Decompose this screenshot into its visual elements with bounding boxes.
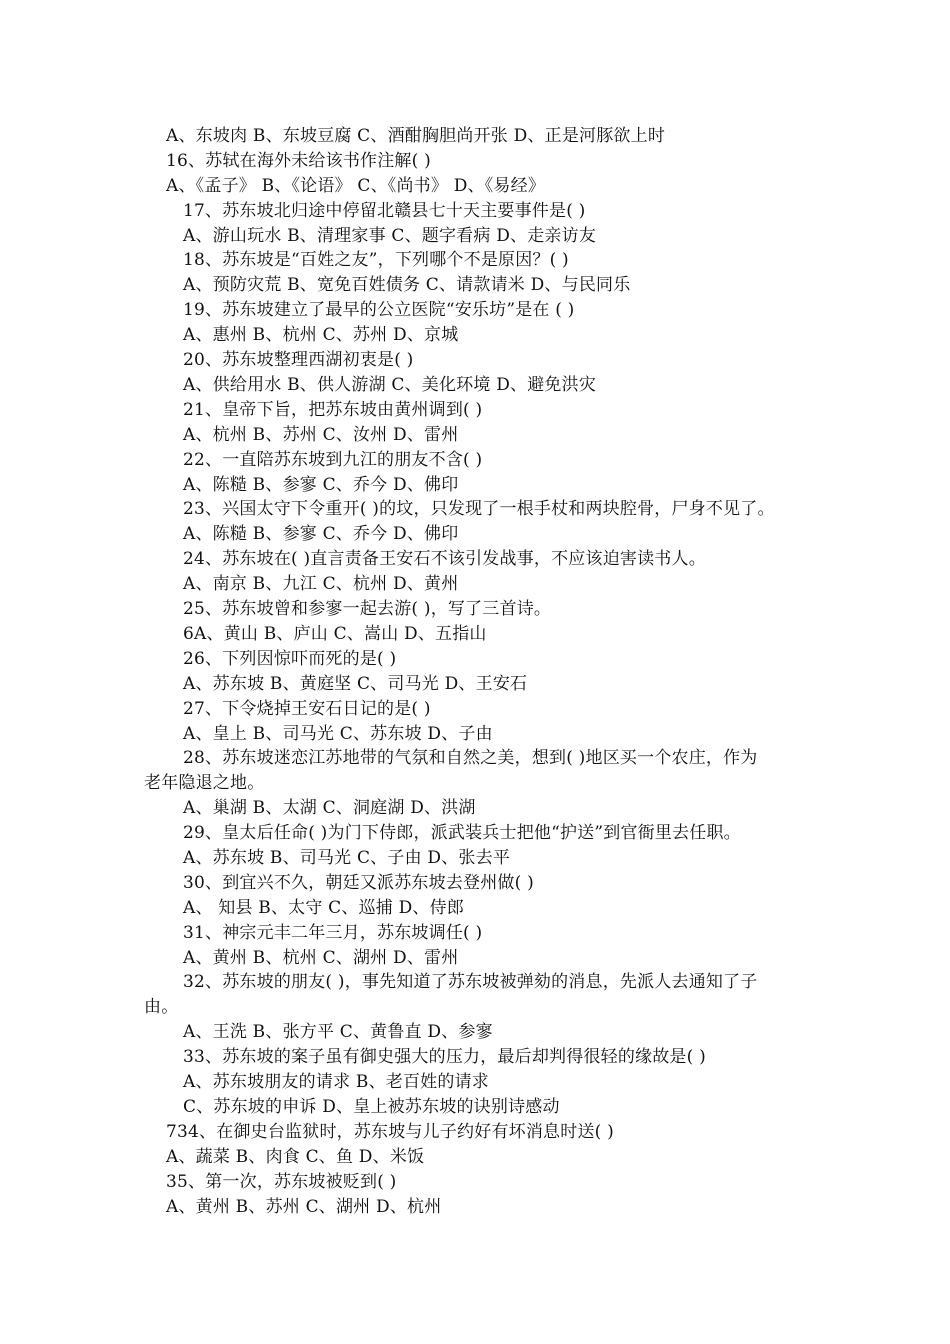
option-line-28: A、巢湖 B、太湖 C、洞庭湖 D、洪湖 xyxy=(183,798,476,818)
question-35: 35、第一次，苏东坡被贬到( ) xyxy=(166,1172,397,1192)
option-line-20: A、供给用水 B、供人游湖 C、美化环境 D、避免洪灾 xyxy=(183,375,597,395)
option-line-18: A、预防灾荒 B、宽免百姓债务 C、请款请米 D、与民同乐 xyxy=(183,275,631,295)
option-line-32: A、王洗 B、张方平 C、黄鲁直 D、参寥 xyxy=(183,1022,493,1042)
option-line-23: A、陈糙 B、参寥 C、乔今 D、佛印 xyxy=(183,524,459,544)
option-line-27: A、皇上 B、司马光 C、苏东坡 D、子由 xyxy=(183,724,493,744)
question-31: 31、神宗元丰二年三月，苏东坡调任( ) xyxy=(183,923,483,943)
question-18: 18、苏东坡是“百姓之友”，下列哪个不是原因？( ) xyxy=(183,250,569,270)
option-line-26: A、苏东坡 B、黄庭坚 C、司马光 D、王安石 xyxy=(183,674,528,694)
option-line-34: A、蔬菜 B、肉食 C、鱼 D、米饭 xyxy=(166,1147,425,1167)
question-21: 21、皇帝下旨，把苏东坡由黄州调到( ) xyxy=(183,400,483,420)
option-line-29: A、苏东坡 B、司马光 C、子由 D、张去平 xyxy=(183,848,511,868)
question-33: 33、苏东坡的案子虽有御史强大的压力，最后却判得很轻的缘故是( ) xyxy=(183,1047,706,1067)
option-line-25: 6A、黄山 B、庐山 C、嵩山 D、五指山 xyxy=(183,624,487,644)
question-27: 27、下令烧掉王安石日记的是( ) xyxy=(183,699,431,719)
option-line-31: A、黄州 B、杭州 C、湖州 D、雷州 xyxy=(183,948,459,968)
question-23: 23、兴国太守下令重开( )的坟，只发现了一根手杖和两块腔骨，尸身不见了。 xyxy=(183,499,775,519)
question-22: 22、一直陪苏东坡到九江的朋友不含( ) xyxy=(183,450,483,470)
question-16: 16、苏轼在海外未给该书作注解( ) xyxy=(166,151,431,171)
option-line-35: A、黄州 B、苏州 C、湖州 D、杭州 xyxy=(166,1197,442,1217)
question-20: 20、苏东坡整理西湖初衷是( ) xyxy=(183,350,414,370)
option-line-17: A、游山玩水 B、清理家事 C、题字看病 D、走亲访友 xyxy=(183,226,597,246)
option-line-19: A、惠州 B、杭州 C、苏州 D、京城 xyxy=(183,325,459,345)
question-30: 30、到宜兴不久，朝廷又派苏东坡去登州做( ) xyxy=(183,873,534,893)
option-line-15: A、东坡肉 B、东坡豆腐 C、酒酣胸胆尚开张 D、正是河豚欲上时 xyxy=(166,126,666,146)
question-19: 19、苏东坡建立了最早的公立医院“安乐坊”是在 ( ) xyxy=(183,300,575,320)
option-line-33a: A、苏东坡朋友的请求 B、老百姓的请求 xyxy=(183,1072,489,1092)
option-line-24: A、南京 B、九江 C、杭州 D、黄州 xyxy=(183,574,459,594)
question-32: 32、苏东坡的朋友( )，事先知道了苏东坡被弹劾的消息，先派人去通知了子 xyxy=(183,972,758,992)
question-34: 734、在御史台监狱时，苏东坡与儿子约好有坏消息时送( ) xyxy=(166,1122,614,1142)
question-25: 25、苏东坡曾和参寥一起去游( )，写了三首诗。 xyxy=(183,599,552,619)
question-32-continued: 由。 xyxy=(144,997,179,1017)
option-line-16: A、《孟子》 B、《论语》 C、《尚书》 D、《易经》 xyxy=(166,176,546,196)
question-26: 26、下列因惊吓而死的是( ) xyxy=(183,649,397,669)
option-line-30: A、 知县 B、太守 C、巡捕 D、侍郎 xyxy=(183,898,465,918)
question-28-continued: 老年隐退之地。 xyxy=(144,773,265,793)
question-28: 28、苏东坡迷恋江苏地带的气氛和自然之美，想到( )地区买一个农庄，作为 xyxy=(183,748,758,768)
option-line-33b: C、苏东坡的申诉 D、皇上被苏东坡的诀别诗感动 xyxy=(183,1097,560,1117)
option-line-22: A、陈糙 B、参寥 C、乔今 D、佛印 xyxy=(183,475,459,495)
option-line-21: A、杭州 B、苏州 C、汝州 D、雷州 xyxy=(183,425,459,445)
question-24: 24、苏东坡在( )直言责备王安石不该引发战事，不应该迫害读书人。 xyxy=(183,549,706,569)
question-17: 17、苏东坡北归途中停留北赣县七十天主要事件是( ) xyxy=(183,201,586,221)
question-29: 29、皇太后任命( )为门下侍郎，派武装兵士把他“护送”到官衙里去任职。 xyxy=(183,823,741,843)
